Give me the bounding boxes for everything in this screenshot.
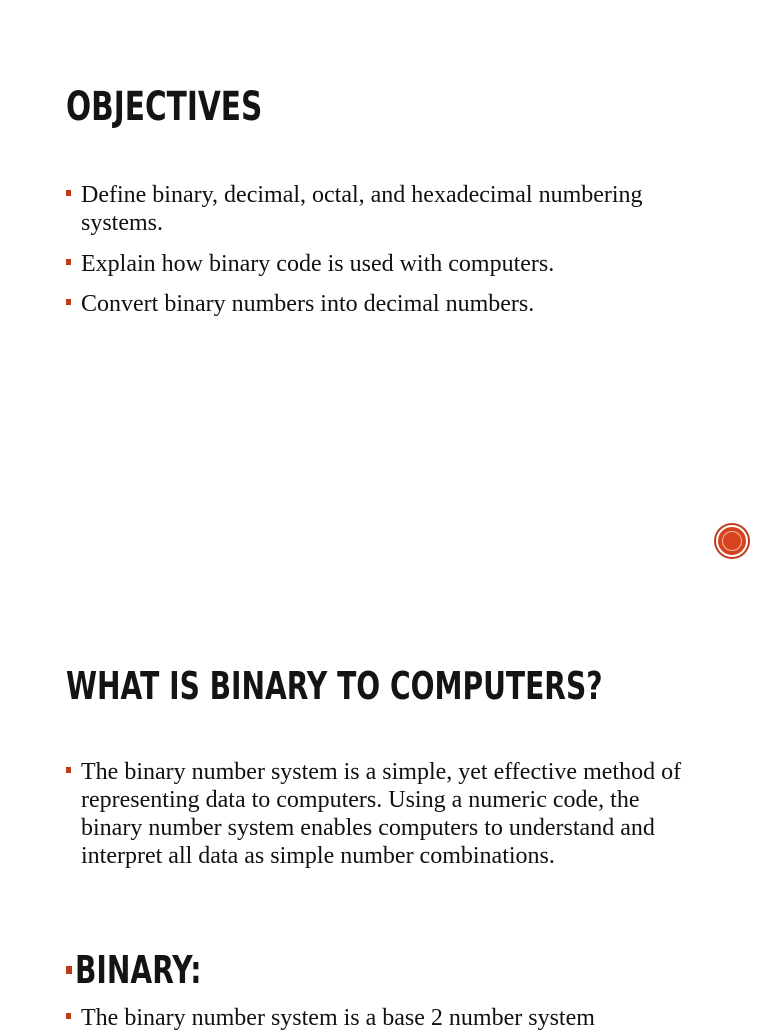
slide-title-objectives: OBJECTIVES — [66, 84, 263, 130]
list-item: Explain how binary code is used with computers. — [66, 250, 706, 278]
bullet-icon — [66, 966, 72, 974]
slide-title-binary-computers: WHAT IS BINARY TO COMPUTERS? — [66, 664, 603, 708]
binary-base-list — [66, 1004, 706, 1032]
list-item: Define binary, decimal, octal, and hexadecimal numbering systems. — [66, 181, 706, 237]
list-item: The binary number system is a simple, yet effective method of representing data to computers. Using a numeric code, the binary number system enables computers to understand and interpret all data as simple number combinations. — [66, 758, 706, 870]
objectives-list — [66, 181, 706, 318]
orb-ring — [722, 531, 742, 551]
bullet-icon — [66, 1013, 71, 1019]
orange-circle-icon[interactable] — [716, 525, 748, 557]
list-item: The binary number system is a base 2 number system — [66, 1004, 706, 1032]
bullet-icon — [66, 190, 71, 196]
bullet-icon — [66, 299, 71, 305]
bullet-icon — [66, 767, 71, 773]
binary-description-list — [66, 758, 706, 870]
list-item: Convert binary numbers into decimal numbers. — [66, 290, 706, 318]
bullet-icon — [66, 259, 71, 265]
binary-subheading: BINARY: — [66, 948, 246, 992]
